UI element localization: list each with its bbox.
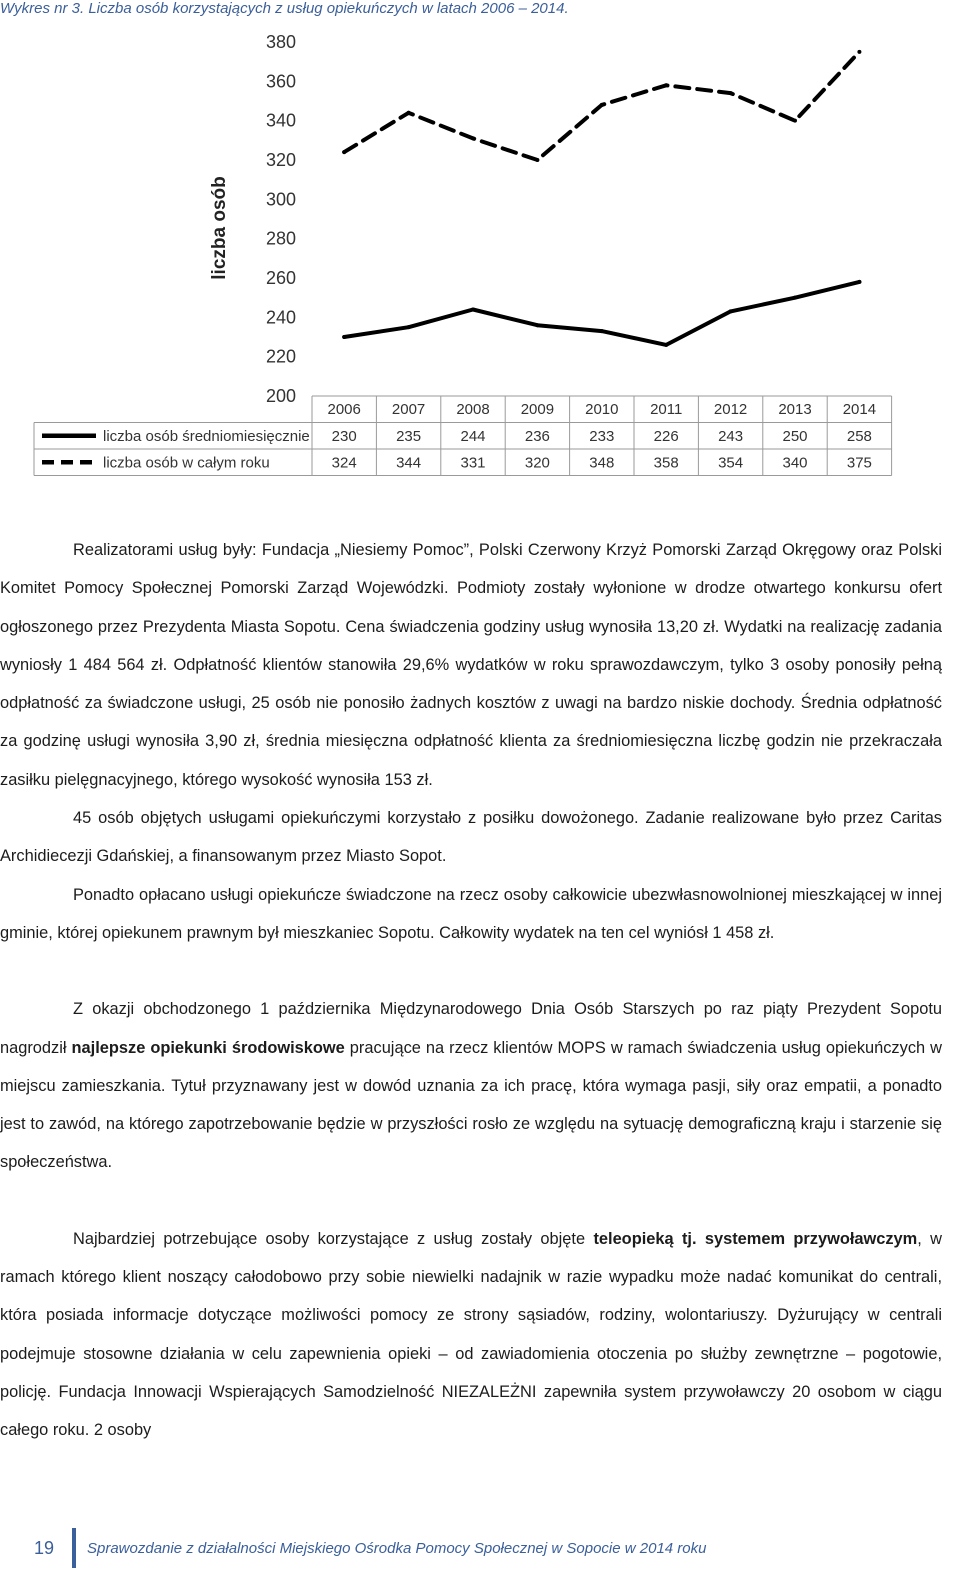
- paragraph: [0, 876, 942, 953]
- paragraph-text: Z okazji obchodzonego 1 października Międzynarodowego Dnia Osób Starszych po raz piąty Prezydent Sopotu nagrodził: [0, 1000, 942, 1057]
- paragraph-text: Realizatorami usług były: Fundacja „Niesiemy Pomoc”, Polski Czerwony Krzyż Pomorski Zarząd Okręgowy oraz Polski Komitet Pomocy Społecznej Pomorski Zarząd Wojewódzki. Podmioty zostały wyłonione w drodze otwartego konkursu ofert ogłoszonego przez Prezydenta Miasta Sopotu. Cena świadczenia godziny usług wynosiła 13,20 zł. Wydatki na realizację zadania wyniosły 1 484 564 zł. Odpłatność klientów stanowiła 29,6% wydatków w roku sprawozdawczym, tylko 3 osoby ponosiły pełną odpłatność za świadczone usługi, 25 osób nie ponosiło żadnych kosztów z uwagi na bardzo niskie dochody. Średnia odpłatność za godzinę usługi wynosiła 3,90 zł, średnia miesięczna odpłatność klienta za średniomiesięczna liczbę godzin nie przekraczała zasiłku pielęgnacyjnego, którego wysokość wynosiła 153 zł.: [0, 541, 942, 789]
- y-tick-label: 360: [265, 71, 296, 92]
- legend-label-2: liczba osób w całym roku: [103, 454, 270, 472]
- y-tick-label: 340: [265, 110, 296, 131]
- y-tick-label: 200: [265, 386, 296, 406]
- data-point-2: [535, 158, 539, 162]
- data-point-2: [407, 111, 411, 115]
- footer-divider: [72, 1528, 76, 1568]
- x-tick-label: 2007: [391, 401, 426, 418]
- data-point-1: [729, 309, 733, 313]
- chart: [0, 0, 960, 490]
- y-tick-label: 300: [265, 189, 296, 210]
- y-tick-label: 320: [265, 150, 296, 170]
- page-number: 19: [34, 1538, 55, 1558]
- paragraph-text: Najbardziej potrzebujące osoby korzystające z usług zostały objęte: [73, 1229, 594, 1248]
- paragraph: [0, 990, 942, 1181]
- data-table-value: 235: [396, 427, 422, 445]
- footer-text: Sprawozdanie z działalności Miejskiego Ośrodka Pomocy Społecznej w Sopocie w 2014 roku: [87, 1540, 707, 1557]
- data-table-value: 226: [653, 427, 679, 445]
- x-tick-label: 2006: [327, 401, 361, 418]
- data-point-1: [407, 325, 411, 329]
- x-tick-label: 2014: [842, 401, 877, 418]
- paragraph-gap: [0, 1182, 942, 1220]
- page-footer: [0, 1528, 960, 1568]
- paragraph: [0, 531, 942, 799]
- paragraph: [0, 1220, 942, 1450]
- data-table-value: 243: [718, 427, 744, 445]
- data-table-value: 354: [718, 454, 744, 472]
- paragraph-gap: [0, 952, 942, 990]
- legend-label-1: liczba osób średniomiesięcznie: [103, 427, 310, 445]
- data-point-2: [857, 50, 861, 54]
- x-tick-label: 2009: [520, 401, 555, 418]
- paragraph-text: 45 osób objętych usługami opiekuńczymi korzystało z posiłku dowożonego. Zadanie realizowane było przez Caritas Archidiecezji Gdańskiej, a finansowanym przez Miasto Sopot.: [0, 809, 942, 866]
- data-table-value: 331: [460, 454, 486, 472]
- x-tick-label: 2011: [650, 401, 683, 418]
- data-point-1: [471, 307, 475, 311]
- data-point-1: [857, 280, 861, 284]
- data-point-2: [664, 83, 668, 87]
- y-tick-label: 260: [265, 268, 296, 288]
- paragraph-text: Ponadto opłacano usługi opiekuńcze świadczone na rzecz osoby całkowicie ubezwłasnowolnionej mieszkającej w innej gminie, której opiekunem prawnym był mieszkaniec Sopotu. Całkowity wydatek na ten cel wyniósł 1 458 zł.: [0, 885, 942, 942]
- data-point-1: [793, 296, 797, 300]
- y-tick-label: 380: [265, 32, 296, 52]
- x-tick-label: 2010: [585, 401, 619, 418]
- data-table-value: 348: [589, 454, 615, 472]
- chart-caption: Wykres nr 3. Liczba osób korzystających z usług opiekuńczych w latach 2006 – 2014.: [0, 0, 569, 17]
- data-table-value: 258: [846, 427, 872, 445]
- data-table-value: 250: [782, 427, 808, 445]
- data-table-value: 358: [653, 454, 679, 472]
- x-tick-label: 2008: [456, 401, 490, 418]
- y-tick-label: 240: [265, 307, 296, 328]
- data-point-1: [664, 343, 668, 347]
- data-table-value: 244: [460, 427, 486, 445]
- bold-text: najlepsze opiekunki środowiskowe: [71, 1038, 345, 1057]
- data-table-value: 324: [331, 454, 357, 472]
- y-tick-label: 220: [265, 346, 296, 367]
- bold-text: teleopieką tj. systemem przywoławczym: [593, 1229, 918, 1248]
- data-table-value: 375: [846, 454, 872, 472]
- data-table-value: 236: [524, 427, 550, 445]
- data-point-2: [342, 150, 346, 154]
- data-table-value: 320: [524, 454, 550, 472]
- y-axis-label: liczba osób: [209, 176, 230, 280]
- paragraph-text: , w ramach którego klient noszący całodobowo przy sobie niewielki nadajnik w razie wypadku może nadać komunikat do centrali, która posiada informacje dotyczące możliwości pomocy ze strony sąsiadów, rodziny, wolontariuszy. Dyżurujący w centrali podejmuje stosowne działania w celu zapewnienia opieki – od zawiadomienia otoczenia po służby zewnętrzne – pogotowie, policję. Fundacja Innowacji Wspierających Samodzielność NIEZALEŻNI zapewniła system przywoławczy 20 osobom w ciągu całego roku. 2 osoby: [0, 1229, 942, 1440]
- y-tick-label: 280: [265, 228, 296, 249]
- data-table-value: 233: [589, 427, 615, 445]
- data-point-1: [535, 323, 539, 327]
- data-point-2: [793, 119, 797, 123]
- data-point-1: [600, 329, 604, 333]
- data-table-value: 340: [782, 454, 808, 472]
- x-tick-label: 2012: [713, 401, 748, 418]
- x-tick-label: 2013: [778, 401, 812, 418]
- data-table-value: 344: [396, 454, 422, 472]
- body-text: [0, 531, 942, 1450]
- data-point-2: [471, 136, 475, 140]
- series-line-1: [344, 282, 859, 345]
- paragraph: [0, 799, 942, 876]
- data-point-2: [729, 91, 733, 95]
- paragraph-text: pracujące na rzecz klientów MOPS w ramach świadczenia usług opiekuńczych w miejscu zamieszkania. Tytuł przyznawany jest w dowód uznania za ich pracę, która wymaga pasji, siły oraz empatii, a ponadto jest to zawód, na którego zapotrzebowanie będzie w przyszłości rosło ze względu na sytuację demograficzną kraju i starzenie się społeczeństwa.: [0, 1038, 942, 1172]
- data-point-2: [600, 103, 604, 107]
- data-point-1: [342, 335, 346, 339]
- data-table-value: 230: [331, 427, 357, 445]
